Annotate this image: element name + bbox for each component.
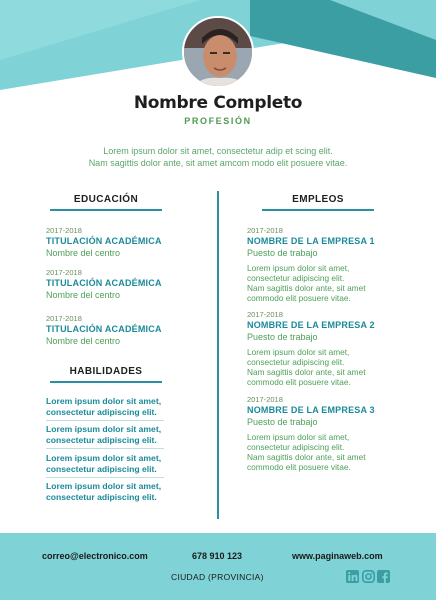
- linkedin-icon[interactable]: [346, 570, 359, 583]
- education-item: [46, 268, 206, 301]
- name-box: [96, 90, 340, 116]
- jobs-title: EMPLEOS: [292, 194, 344, 205]
- skill-divider: [46, 448, 164, 449]
- job-year: 2017-2018: [247, 226, 283, 235]
- jobs-rule: [262, 209, 374, 211]
- footer: [0, 533, 436, 600]
- skill-line: Lorem ipsum dolor sit amet,: [46, 481, 162, 491]
- education-degree: TITULACIÓN ACADÉMICA: [46, 278, 162, 288]
- intro-line: Nam sagittis dolor ante, sit amet amcom modo elit posuere vitae.: [88, 157, 348, 168]
- job-company: NOMBRE DE LA EMPRESA 1: [247, 236, 375, 246]
- skill-line: consectetur adipiscing elit.: [46, 491, 157, 502]
- job-position: Puesto de trabajo: [247, 248, 318, 258]
- skill-divider: [46, 477, 164, 478]
- job-desc-line: consectetur adipiscing elit.: [247, 273, 345, 283]
- skill-line: consectetur adipiscing elit.: [46, 463, 157, 474]
- job-desc-line: Lorem ipsum dolor sit amet,: [247, 263, 350, 273]
- job-company: NOMBRE DE LA EMPRESA 3: [247, 405, 375, 415]
- column-divider: [217, 191, 219, 519]
- facebook-icon[interactable]: [377, 570, 390, 583]
- education-degree: TITULACIÓN ACADÉMICA: [46, 236, 162, 246]
- education-degree: TITULACIÓN ACADÉMICA: [46, 324, 162, 334]
- education-center: Nombre del centro: [46, 336, 121, 346]
- job-position: Puesto de trabajo: [247, 417, 318, 427]
- skills-title: HABILIDADES: [69, 366, 143, 377]
- education-year: 2017-2018: [46, 314, 82, 323]
- job-description: [247, 347, 407, 387]
- job-description: [247, 432, 407, 472]
- job-desc-line: consectetur adipiscing elit.: [247, 357, 345, 367]
- footer-email[interactable]: correo@electronico.com: [42, 551, 148, 561]
- full-name: Nombre Completo: [133, 93, 303, 113]
- education-title: EDUCACIÓN: [73, 194, 139, 205]
- job-item: [247, 395, 407, 472]
- job-position: Puesto de trabajo: [247, 332, 318, 342]
- job-item: [247, 226, 407, 303]
- job-desc-line: commodo elit posuere vitae.: [247, 293, 351, 303]
- job-desc-line: consectetur adipiscing elit.: [247, 442, 345, 452]
- footer-city: CIUDAD (PROVINCIA): [171, 572, 264, 582]
- job-desc-line: Nam sagittis dolor ante, sit amet: [247, 452, 366, 462]
- job-desc-line: Lorem ipsum dolor sit amet,: [247, 347, 350, 357]
- job-year: 2017-2018: [247, 395, 283, 404]
- education-item: [46, 314, 206, 347]
- footer-phone[interactable]: 678 910 123: [192, 551, 243, 561]
- education-center: Nombre del centro: [46, 248, 121, 258]
- skill-item: [46, 424, 182, 445]
- job-item: [247, 310, 407, 387]
- job-year: 2017-2018: [247, 310, 283, 319]
- job-desc-line: commodo elit posuere vitae.: [247, 377, 351, 387]
- skill-line: Lorem ipsum dolor sit amet,: [46, 424, 162, 434]
- skill-line: Lorem ipsum dolor sit amet,: [46, 453, 162, 463]
- skills-rule: [50, 381, 162, 383]
- job-description: [247, 263, 407, 303]
- education-year: 2017-2018: [46, 226, 82, 235]
- profession: PROFESIÓN: [184, 116, 252, 126]
- footer-website[interactable]: www.paginaweb.com: [292, 551, 383, 561]
- skill-line: consectetur adipiscing elit.: [46, 434, 157, 445]
- job-desc-line: Lorem ipsum dolor sit amet,: [247, 432, 350, 442]
- education-rule: [50, 209, 162, 211]
- skill-item: [46, 481, 182, 502]
- education-year: 2017-2018: [46, 268, 82, 277]
- instagram-icon[interactable]: [362, 570, 375, 583]
- skill-divider: [46, 420, 164, 421]
- skill-line: consectetur adipiscing elit.: [46, 406, 157, 417]
- job-desc-line: Nam sagittis dolor ante, sit amet: [247, 283, 366, 293]
- skill-item: [46, 453, 182, 474]
- job-desc-line: Nam sagittis dolor ante, sit amet: [247, 367, 366, 377]
- skill-line: Lorem ipsum dolor sit amet,: [46, 396, 162, 406]
- intro-text: [40, 146, 396, 169]
- profile-photo: [182, 16, 254, 88]
- education-item: [46, 226, 206, 259]
- skill-item: [46, 396, 182, 417]
- job-company: NOMBRE DE LA EMPRESA 2: [247, 320, 375, 330]
- intro-line: Lorem ipsum dolor sit amet, consectetur adip et scing elit.: [103, 146, 333, 156]
- education-center: Nombre del centro: [46, 290, 121, 300]
- job-desc-line: commodo elit posuere vitae.: [247, 462, 351, 472]
